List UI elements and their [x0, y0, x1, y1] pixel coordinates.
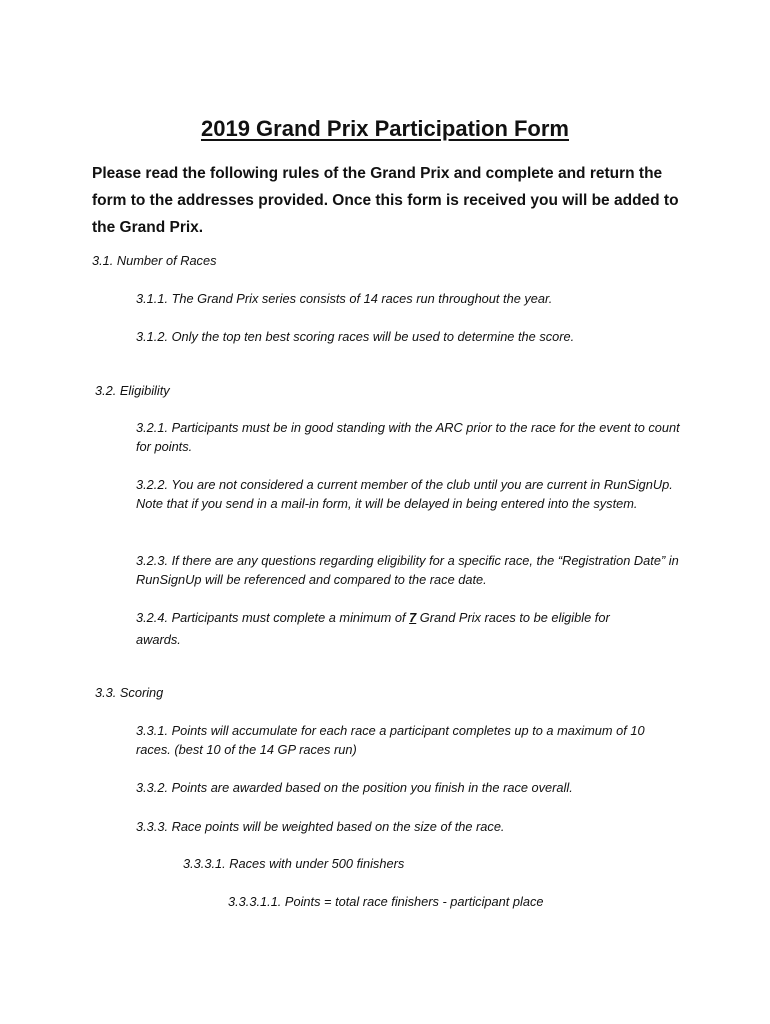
rule-3-2-4-text-after: Grand Prix races to be eligible for [416, 610, 610, 625]
page-title: 2019 Grand Prix Participation Form [200, 116, 569, 141]
section-heading-scoring: 3.3. Scoring [95, 685, 164, 700]
rule-3-3-3: 3.3.3. Race points will be weighted based on the size of the race. [136, 819, 505, 834]
section-heading-eligibility: 3.2. Eligibility [95, 383, 170, 398]
intro-paragraph: Please read the following rules of the Grand Prix and complete and return the form to the addresses provided. Once this form is received you will be added to the Grand Prix. [92, 165, 679, 236]
rule-3-2-4-continuation: awards. [136, 632, 181, 647]
rule-3-2-1: 3.2.1. Participants must be in good standing with the ARC prior to the race for the event to count for points. [136, 420, 680, 454]
rule-3-3-3-1-1: 3.3.3.1.1. Points = total race finishers - participant place [228, 894, 544, 909]
rule-3-3-2: 3.3.2. Points are awarded based on the position you finish in the race overall. [136, 780, 573, 795]
section-heading-number-of-races: 3.1. Number of Races [92, 253, 217, 268]
rule-3-2-3: 3.2.3. If there are any questions regarding eligibility for a specific race, the “Registration Date” in RunSignUp will be referenced and compared to the race date. [136, 553, 679, 587]
rule-3-2-4 [136, 608, 681, 627]
rule-3-1-2: 3.1.2. Only the top ten best scoring races will be used to determine the score. [136, 329, 575, 344]
rule-3-3-1: 3.3.1. Points will accumulate for each race a participant completes up to a maximum of 10 races. (best 10 of the 14 GP races run) [136, 723, 645, 757]
rule-3-3-3-1: 3.3.3.1. Races with under 500 finishers [183, 856, 405, 871]
rule-3-1-1: 3.1.1. The Grand Prix series consists of 14 races run throughout the year. [136, 291, 553, 306]
rule-3-2-4-text-before: 3.2.4. Participants must complete a minimum of [136, 610, 410, 625]
minimum-races-number: 7 [409, 610, 417, 625]
rule-3-2-2: 3.2.2. You are not considered a current member of the club until you are current in RunSignUp. Note that if you send in a mail-in form, it will be delayed in being entered into the system. [136, 477, 673, 511]
